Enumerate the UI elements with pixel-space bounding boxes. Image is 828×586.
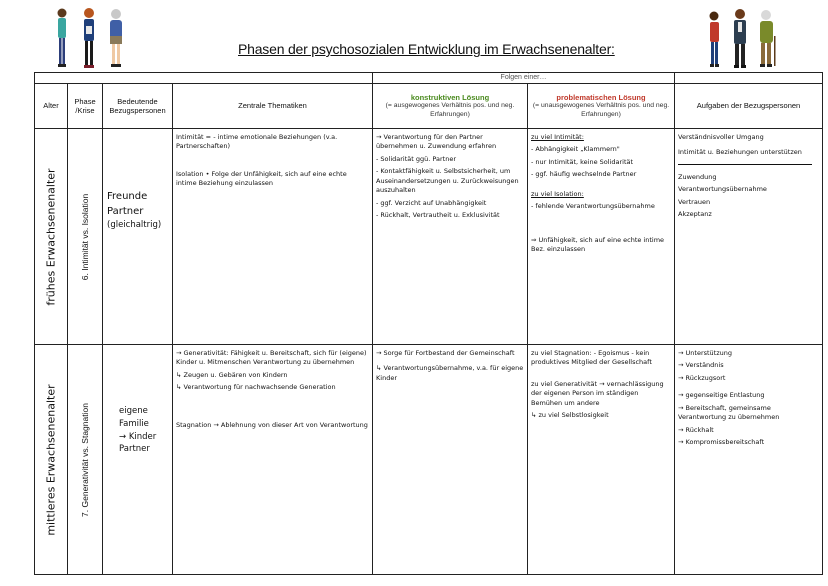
list-item: → Rückzugsort [678,373,726,382]
table-row [35,129,823,345]
list-item: Verständnisvoller Umgang [678,133,764,141]
list-item: - ggf. Verzicht auf Unabhängigkeit [376,198,487,207]
folgen-header: Folgen einer… [373,73,675,84]
bezug-cell [103,129,172,236]
konstruktiv-cell [373,345,527,390]
list-item: ↳ zu viel Selbstlosigkeit [531,411,609,420]
aufgaben-header: Aufgaben der Bezugspersonen [675,84,823,129]
phase-header: Phase /Krise [68,84,103,129]
aufgaben-cell [675,345,822,454]
list-item: → Kompromissbereitschaft [678,437,765,446]
phase-cell: 6. Intimität vs. Isolation [80,193,90,280]
konstruktiv-sub: (= ausgewogenes Verhältnis pos. und neg. Erfahrungen) [385,102,515,118]
man-figure-2 [734,9,746,68]
thematik-line: → Generativität: Fähigkeit u. Bereitschaft, sich für (eigene) Kinder u. Mitmenschen Verantwortung zu übernehmen [176,349,367,367]
list-item: → Bereitschaft, gemeinsame Verantwortung zu übernehmen [678,403,780,422]
konstruktiv-title: konstruktiven Lösung [410,92,490,102]
list-item: Verantwortungsübernahme [678,185,767,194]
problematisch-title: problematischen Lösung [556,92,646,102]
thematik-line: ↳ Zeugen u. Gebären von Kindern [176,370,288,379]
list-item: - Kontaktfähigkeit u. Selbstsicherheit, um Auseinandersetzungen u. Zurückweisungen auszuhalten [376,167,519,195]
list-item: - Abhängigkeit „Klammern" [531,145,620,154]
list-item: Intimität u. Beziehungen unterstützen [678,148,802,157]
list-item: Vertrauen [678,197,711,206]
list-item: → gegenseitige Entlastung [678,391,765,400]
bezug-header: Bedeutende Bezugspersonen [103,84,173,129]
page-title: Phasen der psychosozialen Entwicklung im Erwachsenenalter: [238,41,615,57]
list-item: zu viel Stagnation: - Egoismus - kein produktives Mitglied der Gesellschaft [531,349,652,367]
thematik-line: Stagnation → Ablehnung von dieser Art von Verantwortung [176,420,368,429]
alter-cell: frühes Erwachsenenalter [44,167,58,306]
bezug-line: → Kinder [119,431,157,442]
aufgaben-cell [675,129,822,227]
bezug-line: eigene [119,406,148,416]
problematisch-sub: (= unausgewogenes Verhältnis pos. und neg. Erfahrungen) [532,102,670,118]
list-item: ⇒ Unfähigkeit, sich auf eine echte intime Bez. einzulassen [531,235,665,253]
alter-header: Alter [35,84,68,129]
list-item: → Verständnis [678,361,724,370]
list-item: Akzeptanz [678,210,712,219]
women-figures-illustration [50,6,132,72]
bezug-line: Freunde [107,191,148,202]
divider [678,164,812,165]
list-item: → Rückhalt [678,425,714,434]
woman-figure-1 [58,9,67,68]
thematik-line: ↳ Verantwortung für nachwachsende Generation [176,383,336,392]
bezug-line: Partner [119,444,150,455]
konstruktiv-cell [373,129,527,227]
list-item: Zuwendung [678,172,717,181]
man-figure-1 [710,12,720,68]
bezug-cell [103,345,172,460]
bezug-line: Partner [107,206,144,217]
problematisch-cell [528,345,674,428]
table-row [35,345,823,575]
list-item: ↳ Verantwortungsübernahme, v.a. für eigene Kinder [376,364,524,382]
list-item: - Solidarität ggü. Partner [376,154,456,163]
thematiken-header: Zentrale Thematiken [173,84,373,129]
thematik-line: Isolation • Folge der Unfähigkeit, sich auf eine echte intime Beziehung einzulassen [176,169,347,188]
list-item: zu viel Isolation: [531,189,584,198]
development-table [34,72,823,575]
alter-cell: mittleres Erwachsenenalter [44,383,58,536]
list-item: - ggf. häufig wechselnde Partner [531,170,637,179]
men-figures-illustration [700,6,782,72]
konstruktiv-header [373,84,528,129]
list-item: - fehlende Verantwortungsübernahme [531,202,655,211]
list-item: - nur Intimität, keine Solidarität [531,157,634,166]
list-item: zu viel Intimität: [531,133,584,141]
bezug-line: Familie [119,418,149,429]
list-item: - Rückhalt, Vertrautheit u. Exklusivität [376,210,500,219]
woman-figure-3 [110,9,122,67]
problematisch-header [528,84,675,129]
problematisch-cell [528,129,674,261]
list-item: → Unterstützung [678,349,733,357]
list-item: → Verantwortung für den Partner übernehmen u. Zuwendung erfahren [376,133,497,151]
woman-figure-2 [84,8,94,68]
man-figure-3 [760,10,776,67]
list-item: → Sorge für Fortbestand der Gemeinschaft [376,349,515,357]
thematik-cell [173,129,372,196]
phase-cell: 7. Generativität vs. Stagnation [80,402,90,517]
thematik-line: Intimität = - intime emotionale Beziehungen (v.a. Partnerschaften) [176,133,338,151]
thematik-cell [173,345,372,437]
bezug-line: (gleichaltrig) [107,220,162,230]
list-item: zu viel Generativität → vernachlässigung der eigenen Person im ständigen Bemühen um andere [531,379,664,407]
